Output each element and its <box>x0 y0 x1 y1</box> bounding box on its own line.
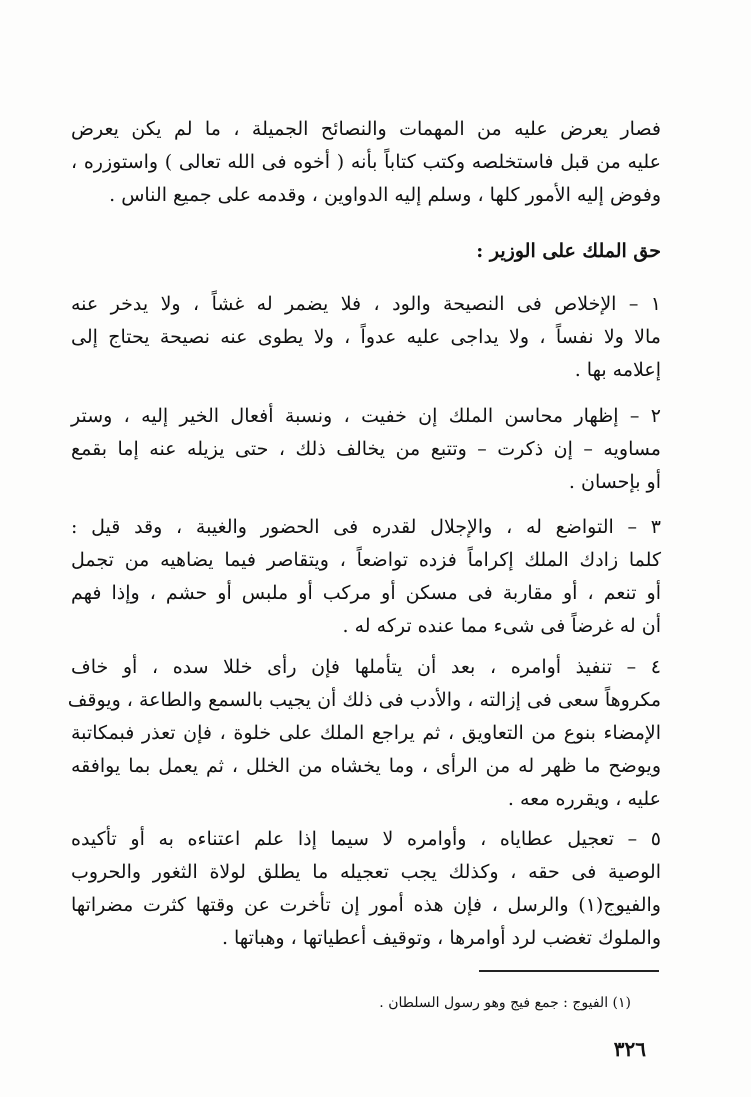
text-line: ٥ – تعجيل عطاياه ، وأوامره لا سيما إذا علم اعتناءه به أو تأكيده <box>71 828 661 850</box>
item-4-paragraph <box>67 651 661 816</box>
text-line: ٤ – تنفيذ أوامره ، بعد أن يتأملها فإن رأى خللا سده ، أو خاف <box>71 656 661 678</box>
text-line: ٣ – التواضع له ، والإجلال لقدره فى الحضور والغيبة ، وقد قيل : <box>71 516 661 538</box>
text-line: الإمضاء بنوع من التعاويق ، ثم يراجع الملك على خلوة ، فإن تعذر فبمكاتبة <box>71 722 661 744</box>
item-2-paragraph <box>71 400 661 499</box>
footnote-divider <box>479 970 659 972</box>
text-line: أو بإحسان . <box>568 471 661 493</box>
item-5-paragraph <box>71 823 661 955</box>
text-line: عليه ، ويقرره معه . <box>507 788 661 810</box>
text-line: ١ – الإخلاص فى النصيحة والود ، فلا يضمر له غشاً ، ولا يدخر عنه <box>71 293 661 315</box>
item-3-paragraph <box>71 511 661 643</box>
text-line: فصار يعرض عليه من المهمات والنصائح الجميلة ، ما لم يكن يعرض <box>71 118 661 140</box>
text-line: إعلامه بها . <box>574 359 661 381</box>
text-line: ويوضح ما ظهر له من الرأى ، وما يخشاه من الخلل ، ثم يعمل بما يوافقه <box>71 755 661 777</box>
text-line: أو تنعم ، أو مقاربة فى مسكن أو مركب أو ملبس أو حشم ، وإذا فهم <box>71 582 661 604</box>
text-line: مساويه – إن ذكرت – وتتبع من يخالف ذلك ، حتى يزيله عنه إما بقمع <box>71 438 661 460</box>
text-line: الوصية فى حقه ، وكذلك يجب تعجيله ما يطلق لولاة الثغور والحروب <box>71 861 661 883</box>
text-line: مالا ولا نفساً ، ولا يداجى عليه عدواً ، ولا يطوى عنه نصيحة يحتاج إلى <box>71 326 661 348</box>
text-line: ٢ – إظهار محاسن الملك إن خفيت ، ونسبة أفعال الخير إليه ، وستر <box>71 405 661 427</box>
text-line: عليه من قبل فاستخلصه وكتب كتاباً بأنه ( أخوه فى الله تعالى ) واستوزره ، <box>71 151 661 173</box>
text-line: مكروهاً سعى فى إزالته ، والأدب فى ذلك أن يجيب بالسمع والطاعة ، ويوقف <box>67 689 661 711</box>
text-line: والملوك تغضب لرد أوامرها ، وتوقيف أعطياتها ، وهباتها . <box>221 927 661 949</box>
section-heading: حق الملك على الوزير : <box>476 240 661 262</box>
intro-paragraph <box>71 113 661 212</box>
text-line: كلما زادك الملك إكراماً فزده تواضعاً ، ويتقاصر فيما يضاهيه من تجمل <box>71 549 661 571</box>
text-line: أن له غرضاً فى شىء مما عنده تركه له . <box>342 615 661 637</box>
page-number: ٣٢٦ <box>613 1037 646 1061</box>
footnote: (١) الفيوج : جمع فيج وهو رسول السلطان . <box>379 995 631 1011</box>
text-line: والفيوج(١) والرسل ، فإن هذه أمور إن تأخرت عن وقتها كثرت مضراتها <box>71 894 661 916</box>
item-1-paragraph <box>71 288 661 387</box>
text-line: وفوض إليه الأمور كلها ، وسلم إليه الدواوين ، وقدمه على جميع الناس . <box>109 184 661 206</box>
